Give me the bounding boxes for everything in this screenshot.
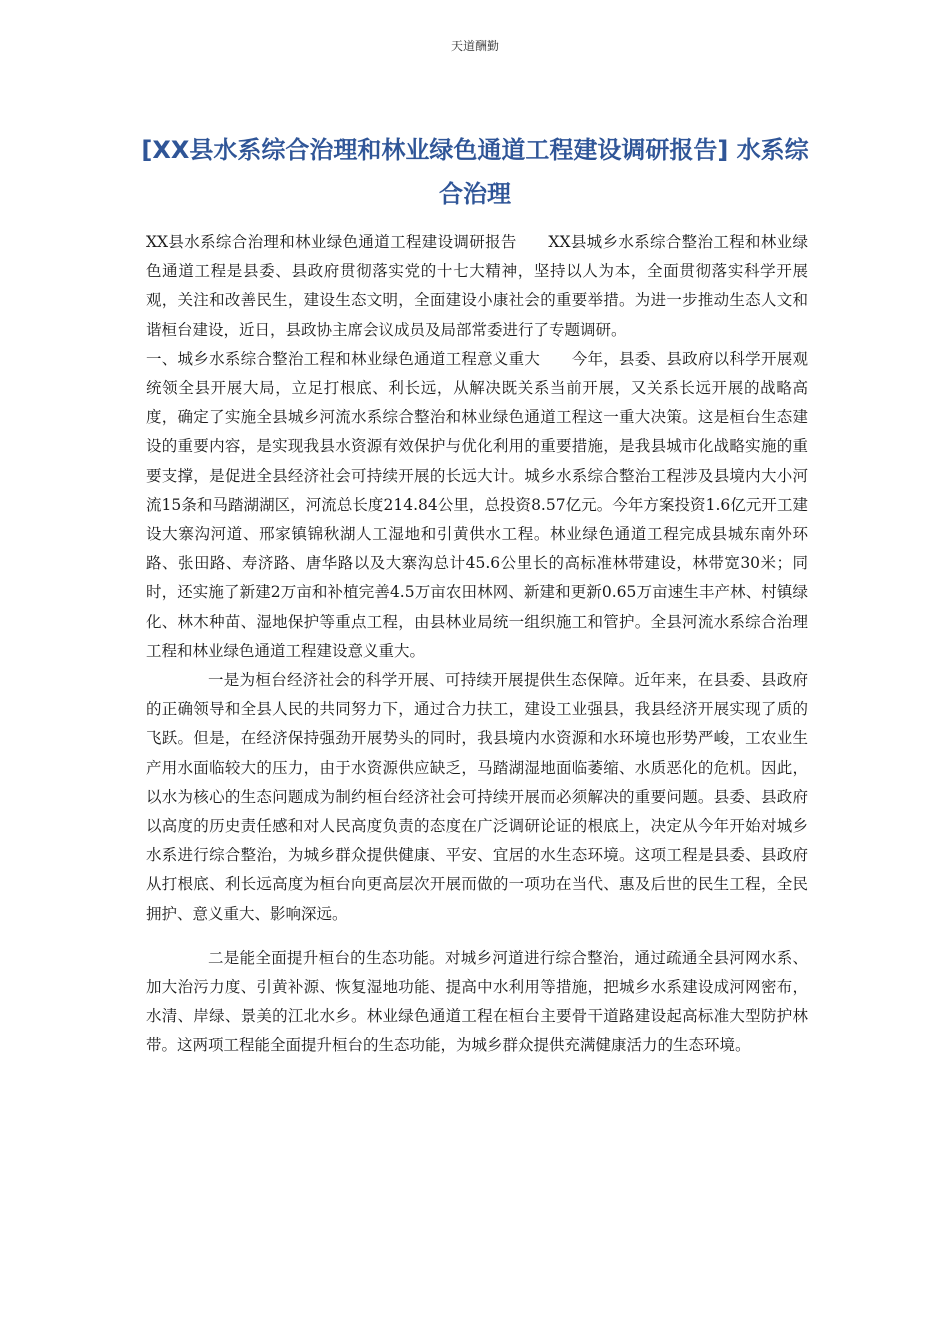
paragraph-intro: XX县水系综合治理和林业绿色通道工程建设调研报告 XX县城乡水系综合整治工程和林业绿色通道工程是县委、县政府贯彻落实党的十七大精神，坚持以人为本，全面贯彻落实科学开展观，关注和改善民生，建设生态文明，全面建设小康社会的重要举措。为进一步推动生态人文和谐桓台建设，近日，县政协主席会议成员及局部常委进行了专题调研。 [146, 233, 808, 339]
page-header: 天道酬勤 [450, 39, 499, 53]
paragraph-section-one: 一、城乡水系综合整治工程和林业绿色通道工程意义重大 今年，县委、县政府以科学开展观统领全县开展大局，立足打根底、利长远，从解决既关系当前开展，又关系长远开展的战略高度，确定了实施全县城乡河流水系综合整治和林业绿色通道工程这一重大决策。这是桓台生态建设的重要内容，是实现我县水资源有效保护与优化利用的重要措施，是我县城市化战略实施的重要支撑，是促进全县经济社会可持续开展的长远大计。城乡水系综合整治工程涉及县境内大小河流15条和马踏湖湖区，河流总长度214.84公里，总投资8.57亿元。今年方案投资1.6亿元开工建设大寨沟河道、邢家镇锦秋湖人工湿地和引黄供水工程。林业绿色通道工程完成县城东南外环路、张田路、寿济路、唐华路以及大寨沟总计45.6公里长的高标准林带建设，林带宽30米；同时，还实施了新建2万亩和补植完善4.5万亩农田林网、新建和更新0.65万亩速生丰产林、村镇绿化、林木种苗、湿地保护等重点工程，由县林业局统一组织施工和管护。全县河流水系综合治理工程和林业绿色通道工程建设意义重大。 [146, 349, 808, 660]
paragraph-point-two: 二是能全面提升桓台的生态功能。对城乡河道进行综合整治，通过疏通全县河网水系、加大治污力度、引黄补源、恢复湿地功能、提高中水利用等措施，把城乡水系建设成河网密布，水清、岸绿、景美的江北水乡。林业绿色通道工程在桓台主要骨干道路建设起高标准大型防护林带。这两项工程能全面提升桓台的生态功能，为城乡群众提供充满健康活力的生态环境。 [146, 948, 808, 1055]
paragraph-point-one: 一是为桓台经济社会的科学开展、可持续开展提供生态保障。近年来，在县委、县政府的正确领导和全县人民的共同努力下，通过合力扶工，建设工业强县，我县经济开展实现了质的飞跃。但是，在经济保持强劲开展势头的同时，我县境内水资源和水环境也形势严峻，工农业生产用水面临较大的压力，由于水资源供应缺乏，马踏湖湿地面临萎缩、水质恶化的危机。因此，以水为核心的生态问题成为制约桓台经济社会可持续开展而必须解决的重要问题。县委、县政府以高度的历史责任感和对人民高度负责的态度在广泛调研论证的根底上，决定从今年开始对城乡水系进行综合整治，为城乡群众提供健康、平安、宜居的水生态环境。这项工程是县委、县政府从打根底、利长远高度为桓台向更高层次开展而做的一项功在当代、惠及后世的民生工程，全民拥护、意义重大、影响深远。 [146, 671, 808, 923]
document-body [146, 228, 808, 1061]
document-title: [XX县水系综合治理和林业绿色通道工程建设调研报告] 水系综合治理 [141, 136, 809, 208]
